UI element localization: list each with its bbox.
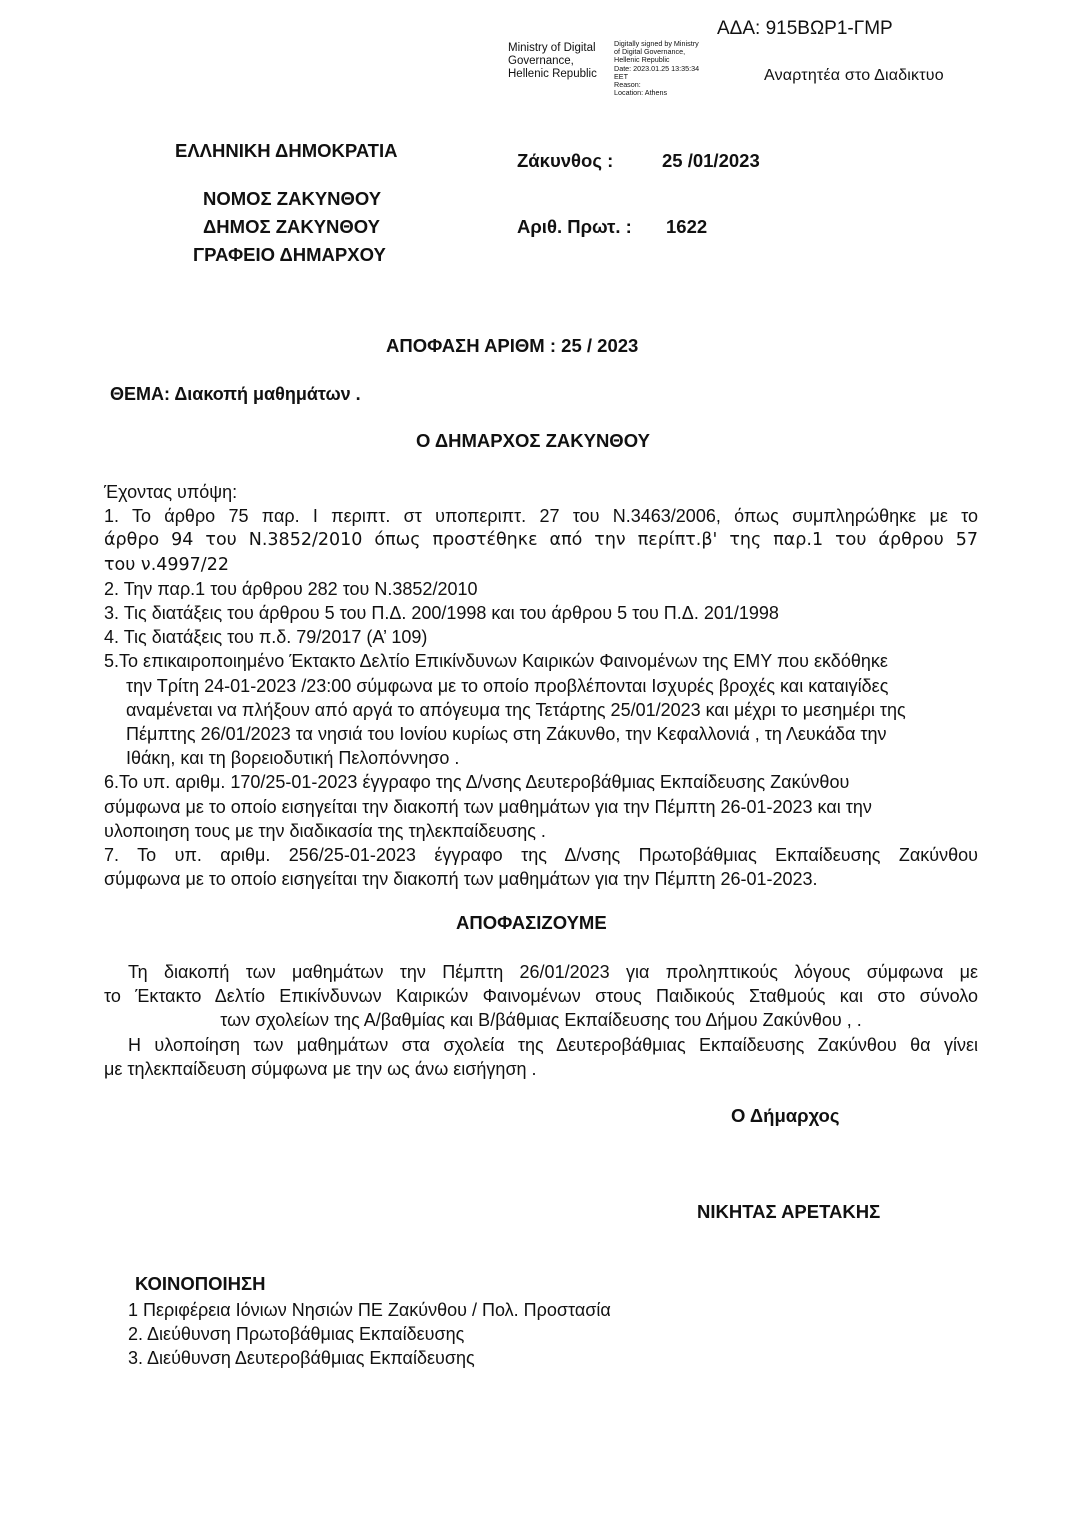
considering-line: Πέμπτης 26/01/2023 τα νησιά του Ιονίου κυρίως στη Ζάκυνθο, την Κεφαλλονιά , τη Λευκάδα την: [126, 724, 887, 745]
considering-line: Ιθάκη, και τη βορειοδυτική Πελοπόννησο .: [126, 748, 460, 769]
signer-name: ΝΙΚΗΤΑΣ ΑΡΕΤΑΚΗΣ: [697, 1201, 881, 1222]
decision-line: το Έκτακτο Δελτίο Επικίνδυνων Καιρικών Φαινομένων στους Παιδικούς Σταθμούς και στο σύνολο: [104, 986, 978, 1007]
distribution-item: 1 Περιφέρεια Ιόνιων Νησιών ΠΕ Ζακύνθου / Πολ. Προστασία: [128, 1300, 611, 1320]
considering-line: σύμφωνα με το οποίο εισηγείται την διακοπή των μαθημάτων για την Πέμπτη 26-01-2023 και την: [104, 796, 872, 817]
considering-line: 7. Το υπ. αριθμ. 256/25-01-2023 έγγραφο της Δ/νσης Πρωτοβάθμιας Εκπαίδευσης Ζακύνθου: [104, 845, 978, 866]
considering-section: [104, 480, 978, 891]
issuer-heading: Ο ΔΗΜΑΡΧΟΣ ΖΑΚΥΝΘΟΥ: [416, 430, 650, 451]
considering-line: 5.Το επικαιροποιημένο Έκτακτο Δελτίο Επικίνδυνων Καιρικών Φαινομένων της ΕΜΥ που εκδόθηκε: [104, 651, 888, 672]
signer-line: Hellenic Republic: [508, 68, 597, 80]
considering-line: άρθρο 94 του Ν.3852/2010 όπως προστέθηκε από την περίπτ.β' της παρ.1 του άρθρου 57: [104, 530, 978, 551]
signature-line: Reason:: [614, 80, 641, 90]
considering-line: 2. Την παρ.1 του άρθρου 282 του Ν.3852/2010: [104, 578, 478, 599]
signature-line: Hellenic Republic: [614, 55, 670, 65]
municipality-heading: ΔΗΜΟΣ ΖΑΚΥΝΘΟΥ: [203, 216, 381, 237]
distribution-list: [128, 1298, 611, 1370]
distribution-item: 3. Διεύθυνση Δευτεροβάθμιας Εκπαίδευσης: [128, 1348, 475, 1368]
decision-line: των σχολείων της Α/βαθμίας και Β/βάθμιας Εκπαίδευσης του Δήμου Ζακύνθου , .: [220, 1010, 862, 1031]
decision-section: [104, 960, 978, 1081]
decide-heading: ΑΠΟΦΑΣΙΖΟΥΜΕ: [456, 912, 607, 933]
signer-line: Ministry of Digital: [508, 42, 596, 54]
considering-intro: Έχοντας υπόψη:: [104, 482, 238, 502]
decision-line: Τη διακοπή των μαθημάτων την Πέμπτη 26/01/2023 για προληπτικούς λόγους σύμφωνα με: [128, 962, 978, 982]
signature-line: Location: Athens: [614, 88, 668, 98]
digital-signature-details: [614, 40, 724, 97]
posted-online-note: Αναρτητέα στο Διαδικτυο: [764, 67, 944, 84]
signer-organization: [508, 42, 618, 81]
distribution-heading: ΚΟΙΝΟΠΟΙΗΣΗ: [135, 1273, 266, 1294]
distribution-item: 2. Διεύθυνση Πρωτοβάθμιας Εκπαίδευσης: [128, 1324, 465, 1344]
country-heading: ΕΛΛΗΝΙΚΗ ΔΗΜΟΚΡΑΤΙΑ: [175, 140, 398, 161]
subject-line: ΘΕΜΑ: Διακοπή μαθημάτων .: [110, 384, 361, 404]
signer-line: Governance,: [508, 55, 574, 67]
considering-line: 4. Τις διατάξεις του π.δ. 79/2017 (Α’ 109): [104, 627, 428, 648]
ada-code: ΑΔΑ: 915ΒΩΡ1-ΓΜΡ: [717, 18, 893, 39]
signature-line: Digitally signed by Ministry: [614, 39, 699, 48]
considering-line: του ν.4997/22: [104, 554, 229, 575]
prefecture-heading: ΝΟΜΟΣ ΖΑΚΥΝΘΟΥ: [203, 188, 382, 209]
considering-line: την Τρίτη 24-01-2023 /23:00 σύμφωνα με το οποίο προβλέπονται Ισχυρές βροχές και καταιγίδες: [126, 675, 889, 696]
considering-line: 6.Το υπ. αριθμ. 170/25-01-2023 έγγραφο της Δ/νσης Δευτεροβάθμιας Εκπαίδευσης Ζακύνθου: [104, 772, 850, 793]
signature-line: EET: [614, 71, 628, 81]
signature-line: Date: 2023.01.25 13:35:34: [614, 63, 700, 73]
protocol-label: Αριθ. Πρωτ. :: [517, 216, 632, 237]
considering-line: 1. Το άρθρο 75 παρ. Ι περιπτ. στ υποπεριπτ. 27 του Ν.3463/2006, όπως συμπληρώθηκε με το: [104, 506, 978, 527]
considering-line: υλοποιηση τους με την διαδικασία της τηλεκπαίδευσης .: [104, 820, 546, 841]
signer-role: Ο Δήμαρχος: [731, 1105, 840, 1126]
considering-line: αναμένεται να πλήξουν από αργά το απόγευμα της Τετάρτης 25/01/2023 και μέχρι το μεσημέρι της: [126, 699, 906, 720]
decision-line: με τηλεκπαίδευση σύμφωνα με την ως άνω εισήγηση .: [104, 1058, 537, 1079]
date-value: 25 /01/2023: [662, 150, 760, 171]
protocol-value: 1622: [666, 216, 708, 237]
decision-line: Η υλοποίηση των μαθημάτων στα σχολεία της Δευτεροβάθμιας Εκπαίδευσης Ζακύνθου θα γίνει: [128, 1034, 978, 1055]
considering-line: σύμφωνα με το οποίο εισηγείται την διακοπή των μαθημάτων για την Πέμπτη 26-01-2023.: [104, 869, 818, 890]
decision-number: ΑΠΟΦΑΣΗ ΑΡΙΘΜ : 25 / 2023: [386, 335, 639, 356]
office-heading: ΓΡΑΦΕΙΟ ΔΗΜΑΡΧΟΥ: [193, 244, 386, 265]
signature-line: of Digital Governance,: [614, 47, 686, 57]
considering-line: 3. Τις διατάξεις του άρθρου 5 του Π.Δ. 200/1998 και του άρθρου 5 του Π.Δ. 201/1998: [104, 603, 779, 624]
date-label: Ζάκυνθος :: [517, 150, 614, 171]
